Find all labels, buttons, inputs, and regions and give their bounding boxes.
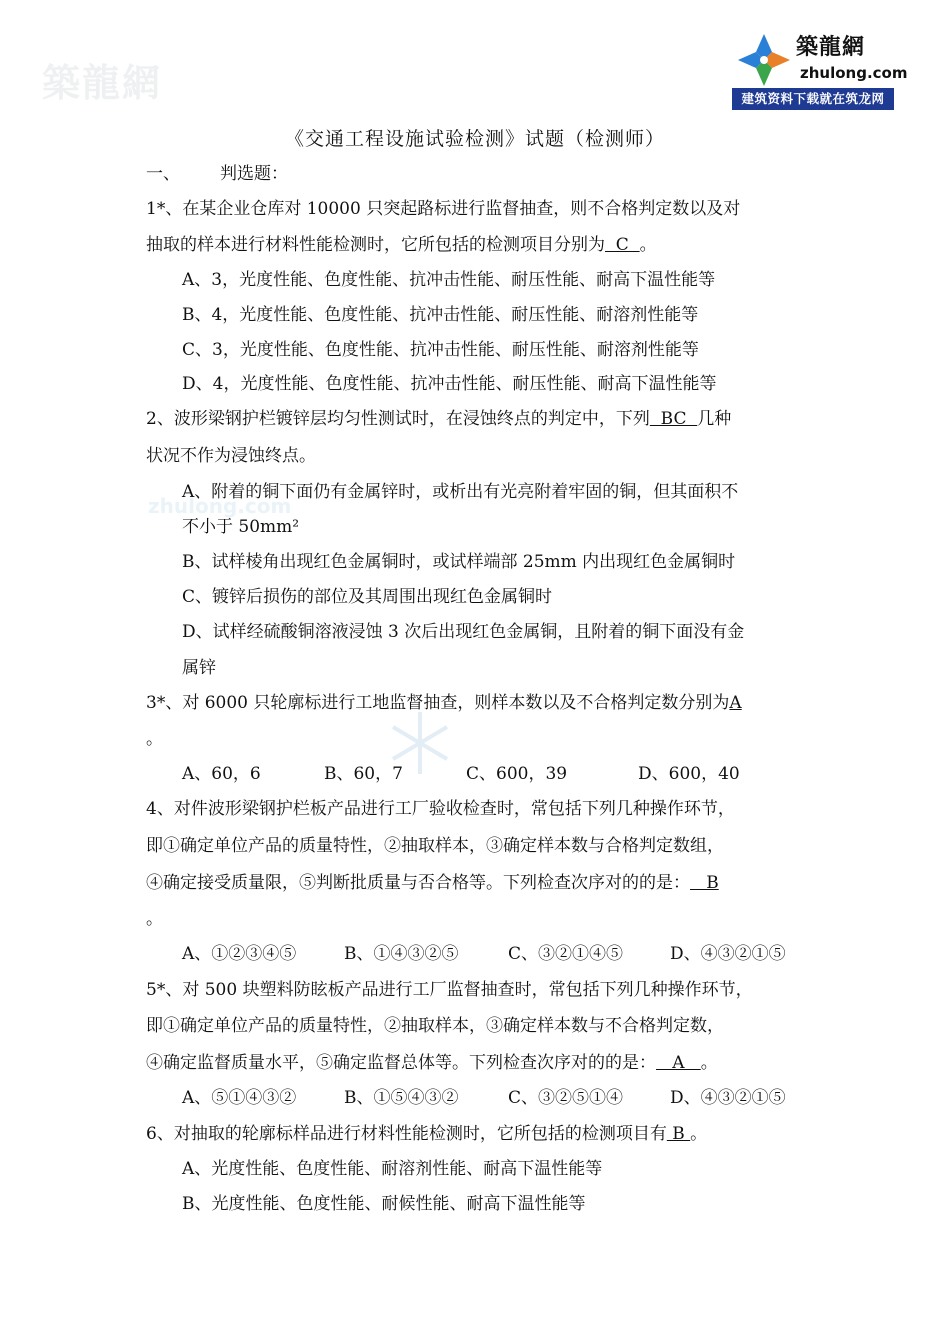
logo-slogan: 建筑资料下载就在筑龙网 (732, 88, 894, 110)
question-3-option-c: C、600，39 (466, 764, 568, 784)
question-4-line-2: 即①确定单位产品的质量特性，②抽取样本，③确定样本数与合格判定数组， (146, 836, 724, 856)
question-1-option-c: C、3，光度性能、色度性能、抗冲击性能、耐压性能、耐溶剂性能等 (182, 340, 699, 360)
question-2-option-a: A、附着的铜下面仍有金属锌时，或析出有光亮附着牢固的铜，但其面积不 (182, 482, 739, 502)
question-6-text: 6、对抽取的轮廓标样品进行材料性能检测时，它所包括的检测项目有 (146, 1124, 667, 1144)
question-2-line-2: 状况不作为浸蚀终点。 (146, 446, 316, 466)
question-2-option-c: C、镀锌后损伤的部位及其周围出现红色金属铜时 (182, 587, 553, 607)
question-6-option-b: B、光度性能、色度性能、耐候性能、耐高下温性能等 (182, 1194, 586, 1214)
question-3-option-b: B、60，7 (324, 764, 403, 784)
question-5-options (182, 1086, 786, 1110)
question-6-option-a: A、光度性能、色度性能、耐溶剂性能、耐高下温性能等 (182, 1159, 603, 1179)
section-header (146, 162, 288, 186)
question-4-option-a: A、①②③④⑤ (182, 944, 297, 964)
question-4-option-c: C、③②①④⑤ (508, 944, 624, 964)
question-1-line-2 (146, 233, 657, 257)
question-3-option-a: A、60，6 (182, 764, 261, 784)
question-3-text: 3*、对 6000 只轮廓标进行工地监督抽查，则样本数以及不合格判定数分别为 (146, 693, 730, 713)
question-5-answer: A (656, 1053, 701, 1073)
question-4-line-3 (146, 871, 719, 895)
logo-domain: zhulong.com (800, 64, 908, 82)
question-4-text: ④确定接受质量限，⑤判断批质量与否合格等。下列检查次序对的的是： (146, 873, 690, 893)
question-4-option-d: D、④③②①⑤ (670, 944, 786, 964)
question-1-option-d: D、4，光度性能、色度性能、抗冲击性能、耐压性能、耐高下温性能等 (182, 374, 717, 394)
question-1-text: 抽取的样本进行材料性能检测时，它所包括的检测项目分别为 (146, 235, 605, 255)
question-2-line-1 (146, 407, 731, 431)
question-2-text: 2、波形梁钢护栏镀锌层均匀性测试时，在浸蚀终点的判定中，下列 (146, 409, 650, 429)
question-4-option-b: B、①④③②⑤ (344, 944, 459, 964)
question-3-answer: A (729, 693, 742, 713)
question-2-option-d-cont: 属锌 (182, 658, 216, 678)
question-5-line-3 (146, 1051, 718, 1075)
question-6-line-1 (146, 1122, 707, 1146)
question-5-end: 。 (700, 1053, 718, 1073)
question-2-option-a-cont: 不小于 50mm² (182, 517, 300, 537)
question-6-answer: B (666, 1124, 691, 1144)
question-2-option-d: D、试样经硫酸铜溶液浸蚀 3 次后出现红色金属铜，且附着的铜下面没有金 (182, 622, 745, 642)
question-1-end: 。 (639, 235, 657, 255)
question-2-option-b: B、试样棱角出现红色金属铜时，或试样端部 25mm 内出现红色金属铜时 (182, 552, 736, 572)
question-4-options (182, 942, 786, 966)
question-5-option-b: B、①⑤④③② (344, 1088, 459, 1108)
question-2-text-post: 几种 (697, 409, 732, 429)
question-1-line-1: 1*、在某企业仓库对 10000 只突起路标进行监督抽查，则不合格判定数以及对 (146, 199, 741, 219)
watermark-top-left: 築龍網 (42, 60, 163, 105)
zhulong-mark-icon (736, 32, 792, 88)
question-3-end: 。 (146, 729, 163, 749)
question-5-text: ④确定监督质量水平，⑤确定监督总体等。下列检查次序对的的是： (146, 1053, 656, 1073)
question-5-line-2: 即①确定单位产品的质量特性，②抽取样本，③确定样本数与不合格判定数， (146, 1016, 724, 1036)
question-3-line-1 (146, 691, 742, 715)
zhulong-logo[interactable] (732, 26, 908, 110)
watermark-middle: zhulong.com (148, 494, 292, 518)
logo-chinese-name: 築龍網 (796, 34, 866, 60)
question-1-option-b: B、4，光度性能、色度性能、抗冲击性能、耐压性能、耐溶剂性能等 (182, 305, 699, 325)
question-3-options (182, 762, 740, 786)
section-label: 判选题： (220, 164, 288, 184)
question-1-option-a: A、3，光度性能、色度性能、抗冲击性能、耐压性能、耐高下温性能等 (182, 270, 716, 290)
question-4-line-1: 4、对件波形梁钢护栏板产品进行工厂验收检查时，常包括下列几种操作环节， (146, 799, 735, 819)
question-6-end: 。 (690, 1124, 708, 1144)
section-number: 一、 (146, 164, 180, 184)
document-title: 《交通工程设施试验检测》试题（检测师） (284, 128, 665, 150)
question-5-option-a: A、⑤①④③② (182, 1088, 297, 1108)
question-5-line-1: 5*、对 500 块塑料防眩板产品进行工厂监督抽查时，常包括下列几种操作环节， (146, 980, 753, 1000)
question-4-answer: B (690, 873, 719, 893)
question-1-answer: C (605, 235, 640, 255)
question-5-option-c: C、③②⑤①④ (508, 1088, 624, 1108)
question-4-end: 。 (146, 909, 163, 929)
question-5-option-d: D、④③②①⑤ (670, 1088, 786, 1108)
question-2-answer: BC (649, 409, 698, 429)
question-3-option-d: D、600，40 (638, 764, 740, 784)
